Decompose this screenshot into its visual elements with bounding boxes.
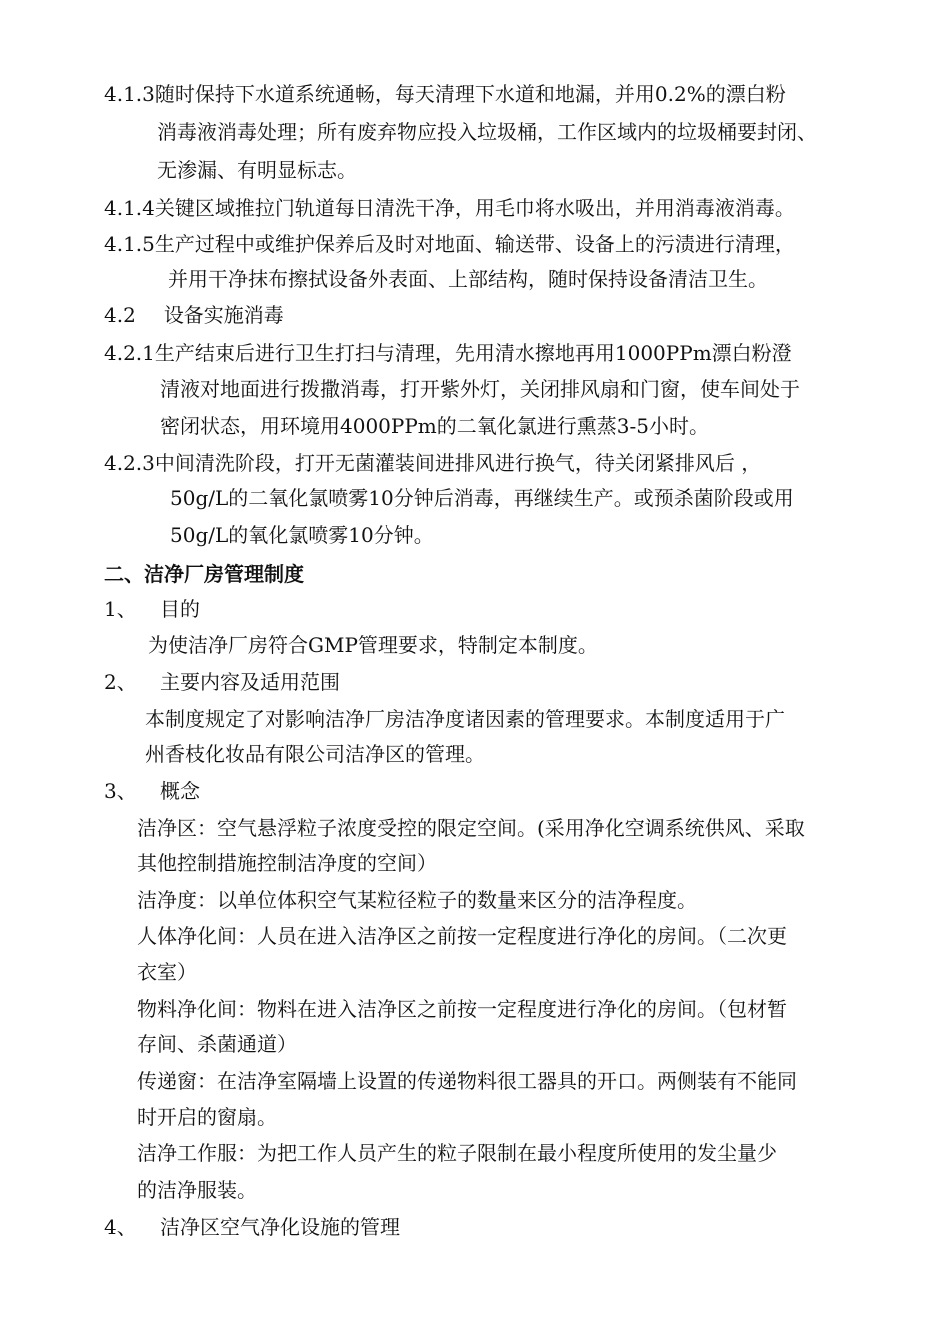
def-material-airlock-line2: 存间、杀菌通道） xyxy=(137,1032,297,1056)
para-4-1-5-line1: 4.1.5生产过程中或维护保养后及时对地面、输送带、设备上的污渍进行清理， xyxy=(104,232,795,256)
def-personnel-airlock-line2: 衣室） xyxy=(137,960,197,984)
para-4-1-4-line1: 4.1.4关键区域推拉门轨道每日清洗干净，用毛巾将水吸出，并用消毒液消毒。 xyxy=(104,196,795,220)
item-4-title: 洁净区空气净化设施的管理 xyxy=(160,1215,400,1239)
para-4-1-5-line2: 并用干净抹布擦拭设备外表面、上部结构，随时保持设备清洁卫生。 xyxy=(168,267,768,291)
para-4-1-3-line1: 4.1.3随时保持下水道系统通畅，每天清理下水道和地漏，并用0.2%的漂白粉 xyxy=(104,82,786,106)
para-4-2-3-line2: 50g/L的二氧化氯喷雾10分钟后消毒，再继续生产。或预杀菌阶段或用 xyxy=(170,486,794,510)
item-4-heading xyxy=(104,1214,400,1240)
def-clean-garment-line1: 洁净工作服：为把工作人员产生的粒子限制在最小程度所使用的发尘量少 xyxy=(137,1141,777,1165)
def-pass-box-line1: 传递窗：在洁净室隔墙上设置的传递物料很工器具的开口。两侧装有不能同 xyxy=(137,1069,797,1093)
para-4-2-1-line1: 4.2.1生产结束后进行卫生打扫与清理，先用清水擦地再用1000PPm漂白粉澄 xyxy=(104,341,792,365)
def-material-airlock-line1: 物料净化间：物料在进入洁净区之前按一定程度进行净化的房间。（包材暂 xyxy=(137,997,787,1021)
item-2-line2: 州香枝化妆品有限公司洁净区的管理。 xyxy=(145,742,485,766)
section-heading-clean-room: 二、洁净厂房管理制度 xyxy=(104,562,304,586)
section-4-2-heading xyxy=(104,302,284,328)
def-clean-area-line2: 其他控制措施控制洁净度的空间） xyxy=(137,851,437,875)
section-4-2-number: 4.2 xyxy=(104,303,136,327)
para-4-1-3-line2: 消毒液消毒处理；所有废弃物应投入垃圾桶，工作区域内的垃圾桶要封闭、 xyxy=(157,120,817,144)
item-2-heading xyxy=(104,669,340,695)
def-clean-garment-line2: 的洁净服装。 xyxy=(137,1178,257,1202)
item-3-number: 3、 xyxy=(104,779,137,803)
item-2-line1: 本制度规定了对影响洁净厂房洁净度诸因素的管理要求。本制度适用于广 xyxy=(145,707,785,731)
def-pass-box-line2: 时开启的窗扇。 xyxy=(137,1105,277,1129)
def-clean-area-line1: 洁净区：空气悬浮粒子浓度受控的限定空间。(采用净化空调系统供风、采取 xyxy=(137,816,805,840)
para-4-2-3-line1: 4.2.3中间清洗阶段，打开无菌灌装间进排风进行换气，待关闭紧排风后 ， xyxy=(104,451,762,475)
item-2-title: 主要内容及适用范围 xyxy=(160,670,340,694)
item-3-title: 概念 xyxy=(160,779,200,803)
item-2-number: 2、 xyxy=(104,670,137,694)
para-4-1-3-line3: 无渗漏、有明显标志。 xyxy=(157,158,357,182)
item-1-text: 为使洁净厂房符合GMP管理要求，特制定本制度。 xyxy=(148,633,598,657)
item-3-heading xyxy=(104,778,200,804)
item-1-title: 目的 xyxy=(160,597,200,621)
item-1-number: 1、 xyxy=(104,597,137,621)
para-4-2-1-line3: 密闭状态，用环境用4000PPm的二氧化氯进行熏蒸3-5小时。 xyxy=(160,414,709,438)
para-4-2-1-line2: 清液对地面进行拨撒消毒，打开紫外灯，关闭排风扇和门窗，使车间处于 xyxy=(160,377,800,401)
para-4-2-3-line3: 50g/L的氧化氯喷雾10分钟。 xyxy=(170,523,434,547)
item-1-heading xyxy=(104,596,200,622)
section-4-2-title: 设备实施消毒 xyxy=(163,303,284,327)
item-4-number: 4、 xyxy=(104,1215,137,1239)
def-cleanliness: 洁净度：以单位体积空气某粒径粒子的数量来区分的洁净程度。 xyxy=(137,888,697,912)
def-personnel-airlock-line1: 人体净化间：人员在进入洁净区之前按一定程度进行净化的房间。（二次更 xyxy=(137,924,787,948)
